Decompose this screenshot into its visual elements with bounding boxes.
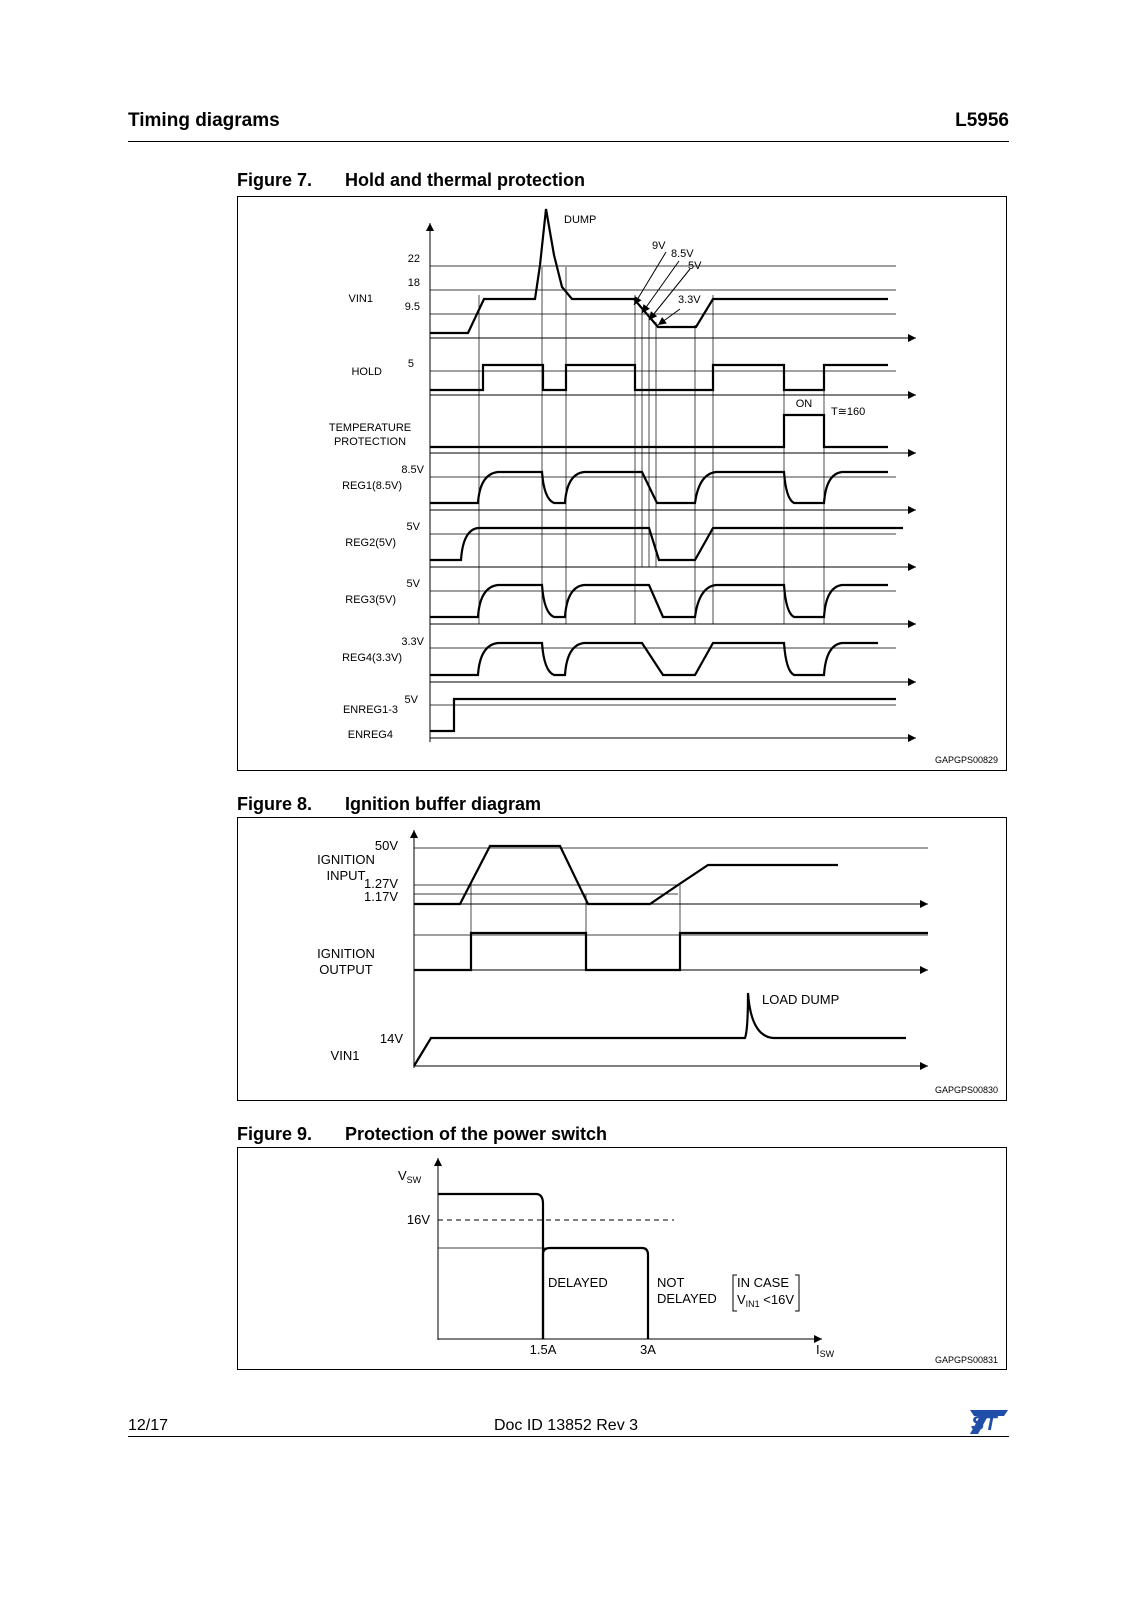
f9-vsw-delayed-wave [543,1248,648,1339]
f7-label-enregv: 5V [404,694,418,706]
f9-label-vin1-cond: $V_{IN1} <16V$ [737,1292,795,1309]
f7-reg3-wave [430,585,888,617]
f7-vin1-wave [430,209,888,333]
f9-label-in-case: IN CASE [737,1275,790,1290]
f7-label-reg3: REG3(5V) [345,594,396,606]
f7-label-22: 22 [407,253,420,265]
svg-text:ST: ST [971,1413,997,1435]
figure-7-box [237,196,1007,771]
f9-label-not: NOT [657,1275,685,1290]
figure-8-number: Figure 8. [237,794,313,814]
figure-9-title: Protection of the power switch [345,1124,608,1144]
f7-label-3p3v: 3.3V [678,294,701,306]
footer-divider [128,1436,1009,1437]
f7-reg2-wave [430,528,903,560]
f8-label-out1: IGNITION [317,946,375,961]
f8-ignition-output-wave [414,933,928,970]
f8-label-out2: OUTPUT [319,962,373,977]
f7-label-9v: 9V [652,240,666,252]
f7-label-tj: T≅160 [831,406,866,418]
f7-label-enreg4: ENREG4 [347,729,393,741]
f7-label-on: ON [795,398,813,410]
f7-label-reg1: REG1(8.5V) [342,480,402,492]
f8-label-vin1: VIN1 [330,1048,360,1063]
f7-enreg-wave [430,699,896,731]
f9-label-isw: $I_{SW}$ [816,1342,835,1359]
f7-temp-wave [430,415,888,447]
f7-label-9p5: 9.5 [404,301,420,313]
figure-9-box [237,1147,1007,1370]
f7-label-8p5v: 8.5V [671,248,694,260]
figure-8-diagram [238,818,1006,1100]
f9-label-1p5a: 1.5A [529,1342,557,1357]
f9-label-3a: 3A [640,1342,656,1357]
f7-label-hold5: 5 [407,358,414,370]
f7-label-enreg13: ENREG1-3 [342,704,398,716]
figure-9-diagram [238,1148,1006,1369]
section-title: Timing diagrams [128,110,280,131]
figure-9-number: Figure 9. [237,1124,313,1144]
figure-8-caption [237,794,541,815]
part-number: L5956 [955,110,1009,131]
f7-figure-code: GAPGPS00829 [934,755,998,765]
f7-label-reg3v: 5V [406,578,420,590]
f9-label-delayed: DELAYED [548,1275,608,1290]
f9-figure-code: GAPGPS00831 [934,1355,998,1365]
f8-ignition-input-wave [414,846,838,904]
f9-vsw-high-wave [438,1194,543,1339]
f7-label-reg2v: 5V [406,521,420,533]
f7-label-reg2: REG2(5V) [345,537,396,549]
f8-label-ign2: INPUT [326,868,366,883]
f8-label-loaddump: LOAD DUMP [762,992,840,1007]
f7-label-temp2: PROTECTION [333,436,407,448]
f8-label-ign1: IGNITION [317,852,375,867]
f8-label-14v: 14V [379,1031,403,1046]
f7-label-dump: DUMP [564,214,597,226]
f8-label-50v: 50V [374,838,398,853]
page-number: 12/17 [128,1417,169,1434]
f7-label-18: 18 [407,277,420,289]
figure-7-diagram [238,197,1006,770]
f7-label-reg4v: 3.3V [401,636,424,648]
f7-label-5v: 5V [688,260,702,272]
f7-hold-wave [430,365,888,390]
figure-7-title: Hold and thermal protection [345,170,586,190]
figure-7-caption [237,170,585,191]
f9-label-not-delayed: DELAYED [657,1291,717,1306]
f9-label-16v: 16V [406,1212,430,1227]
figure-8-box [237,817,1007,1101]
doc-id: Doc ID 13852 Rev 3 [493,1417,639,1434]
f8-label-127v: 1.27V [364,876,398,891]
f7-label-hold: HOLD [351,366,382,378]
f7-label-reg1v: 8.5V [401,464,424,476]
header-divider [128,141,1009,142]
figure-8-title: Ignition buffer diagram [345,794,541,814]
f9-label-vsw: $V_{SW}$ [398,1168,422,1185]
figure-7-number: Figure 7. [237,170,313,190]
figure-9-caption [237,1124,607,1145]
f8-label-117v: 1.17V [364,889,398,904]
f8-figure-code: GAPGPS00830 [934,1085,998,1095]
f7-label-vin1: VIN1 [348,293,373,305]
f7-label-reg4: REG4(3.3V) [342,652,402,664]
f7-label-temp1: TEMPERATURE [328,422,412,434]
